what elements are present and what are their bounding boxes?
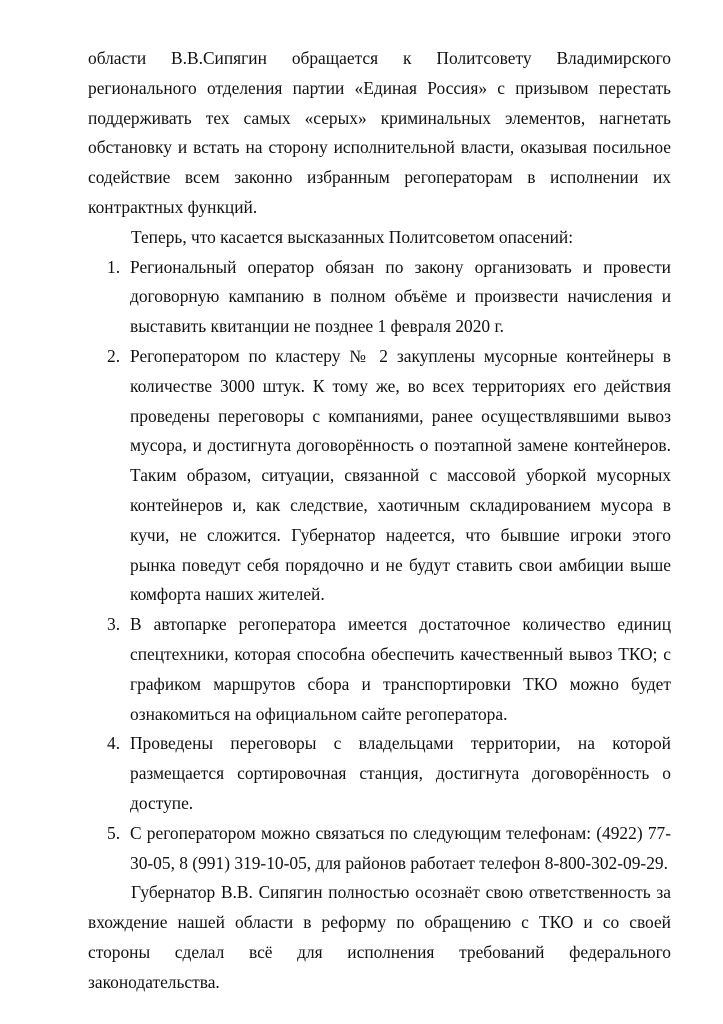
list-item-number: 4. xyxy=(107,733,121,754)
concerns-list xyxy=(88,253,671,879)
list-item-text: Региональный оператор обязан по закону организовать и провести договорную кампанию в полном объёме и произвести начисления и выставить квитанции не позднее 1 февраля 2020 г. xyxy=(130,256,671,337)
list-item-text: С регоператором можно связаться по следующим телефонам: (4922) 77-30-05, 8 (991) 319-10-05, для районов работает телефон 8-800-302-09-29. xyxy=(130,822,671,873)
document-page xyxy=(88,44,671,998)
list-item-number: 3. xyxy=(107,614,121,635)
list-item-text: В автопарке регоператора имеется достаточное количество единиц спецтехники, которая способна обеспечить качественный вывоз ТКО; с графиком маршрутов сбора и транспортировки ТКО можно будет ознакомиться на официальном сайте регоператора. xyxy=(130,614,671,724)
list-item-number: 2. xyxy=(107,345,121,366)
concerns-intro: Теперь, что касается высказанных Политсоветом опасений: xyxy=(131,226,574,247)
list-item-number: 5. xyxy=(107,822,121,843)
list-item xyxy=(88,819,671,879)
list-item xyxy=(88,253,671,342)
list-item-number: 1. xyxy=(107,256,121,277)
list-item-text: Регоператором по кластеру № 2 закуплены мусорные контейнеры в количестве 3000 штук. К тому же, во всех территориях его действия проведены переговоры с компаниями, ранее осуществлявшими вывоз мусора, и достигнута договорённость о поэтапной замене контейнеров. Таким образом, ситуации, связанной с массовой уборкой мусорных контейнеров и, как следствие, хаотичным складированием мусора в кучи, не сложится. Губернатор надеется, что бывшие игроки этого рынка поведут себя порядочно и не будут ставить свои амбиции выше комфорта наших жителей. xyxy=(130,345,671,605)
intro-paragraph: области В.В.Сипягин обращается к Политсовету Владимирского регионального отделения партии «Единая Россия» с призывом перестать поддерживать тех самых «серых» криминальных элементов, нагнетать обстановку и встать на сторону исполнительной власти, оказывая посильное содействие всем законно избранным регоператорам в исполнении их контрактных функций. xyxy=(88,48,671,217)
closing-paragraph: Губернатор В.В. Сипягин полностью осознаёт свою ответственность за вхождение нашей области в реформу по обращению с ТКО и со своей стороны сделал всё для исполнения требований федерального законодательства. xyxy=(88,882,671,992)
list-item xyxy=(88,610,671,729)
list-item-text: Проведены переговоры с владельцами территории, на которой размещается сортировочная станция, достигнута договорённость о доступе. xyxy=(130,733,671,813)
list-item xyxy=(88,342,671,610)
list-item xyxy=(88,729,671,818)
